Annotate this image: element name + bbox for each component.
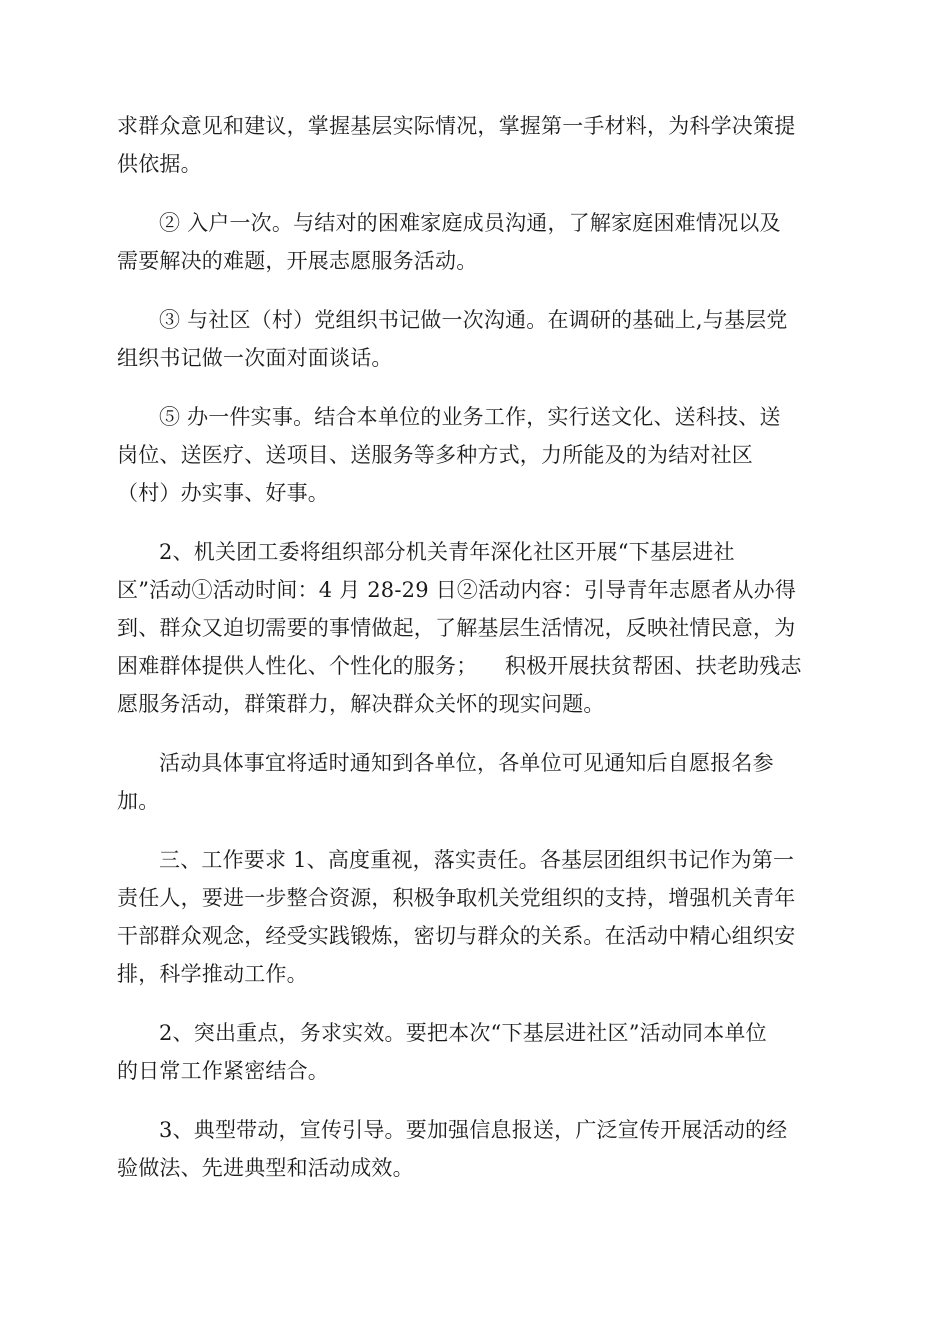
- paragraph-line: 岗位、送医疗、送项目、送服务等多种方式，力所能及的为结对社区: [117, 443, 753, 467]
- paragraph-line: 验做法、先进典型和活动成效。: [117, 1156, 414, 1180]
- paragraph-line: 求群众意见和建议，掌握基层实际情况，掌握第一手材料，为科学决策提: [117, 114, 796, 138]
- paragraph-7: [117, 841, 835, 993]
- paragraph-line: 2、突出重点，务求实效。要把本次“下基层进社区”活动同本单位: [159, 1021, 767, 1045]
- paragraph-line: ② 入户一次。与结对的困难家庭成员沟通，了解家庭困难情况以及: [159, 211, 781, 235]
- paragraph-line: 需要解决的难题，开展志愿服务活动。: [117, 249, 478, 273]
- paragraph-line: ⑤ 办一件实事。结合本单位的业务工作，实行送文化、送科技、送: [159, 405, 781, 429]
- paragraph-line: 组织书记做一次面对面谈话。: [117, 346, 393, 370]
- paragraph-5: [117, 533, 835, 723]
- paragraph-6: [117, 744, 835, 820]
- paragraph-line: 的日常工作紧密结合。: [117, 1059, 329, 1083]
- paragraph-4: [117, 398, 835, 512]
- paragraph-line: 区”活动①活动时间：4 月 28-29 日②活动内容：引导青年志愿者从办得: [117, 578, 797, 602]
- paragraph-line: ③ 与社区（村）党组织书记做一次沟通。在调研的基础上,与基层党: [159, 308, 788, 332]
- paragraph-line: 责任人，要进一步整合资源，积极争取机关党组织的支持，增强机关青年: [117, 886, 796, 910]
- paragraph-line: 困难群体提供人性化、个性化的服务； 积极开展扶贫帮困、扶老助残志: [117, 654, 802, 678]
- paragraph-line: （村）办实事、好事。: [117, 481, 329, 505]
- paragraph-line: 3、典型带动，宣传引导。要加强信息报送，广泛宣传开展活动的经: [159, 1118, 788, 1142]
- paragraph-line: 2、机关团工委将组织部分机关青年深化社区开展“下基层进社: [159, 540, 735, 564]
- paragraph-1: [117, 107, 835, 183]
- paragraph-line: 排，科学推动工作。: [117, 962, 308, 986]
- paragraph-line: 干部群众观念，经受实践锻炼，密切与群众的关系。在活动中精心组织安: [117, 924, 796, 948]
- paragraph-line: 供依据。: [117, 152, 202, 176]
- paragraph-8: [117, 1014, 835, 1090]
- paragraph-line: 活动具体事宜将适时通知到各单位，各单位可见通知后自愿报名参: [159, 751, 774, 775]
- paragraph-3: [117, 301, 835, 377]
- paragraph-line: 到、群众又迫切需要的事情做起，了解基层生活情况，反映社情民意，为: [117, 616, 796, 640]
- paragraph-line: 加。: [117, 789, 160, 813]
- paragraph-line: 愿服务活动，群策群力，解决群众关怀的现实问题。: [117, 692, 605, 716]
- paragraph-line: 三、工作要求 1、高度重视，落实责任。各基层团组织书记作为第一: [159, 848, 795, 872]
- paragraph-2: [117, 204, 835, 280]
- paragraph-9: [117, 1111, 835, 1187]
- document-body: [117, 107, 835, 1208]
